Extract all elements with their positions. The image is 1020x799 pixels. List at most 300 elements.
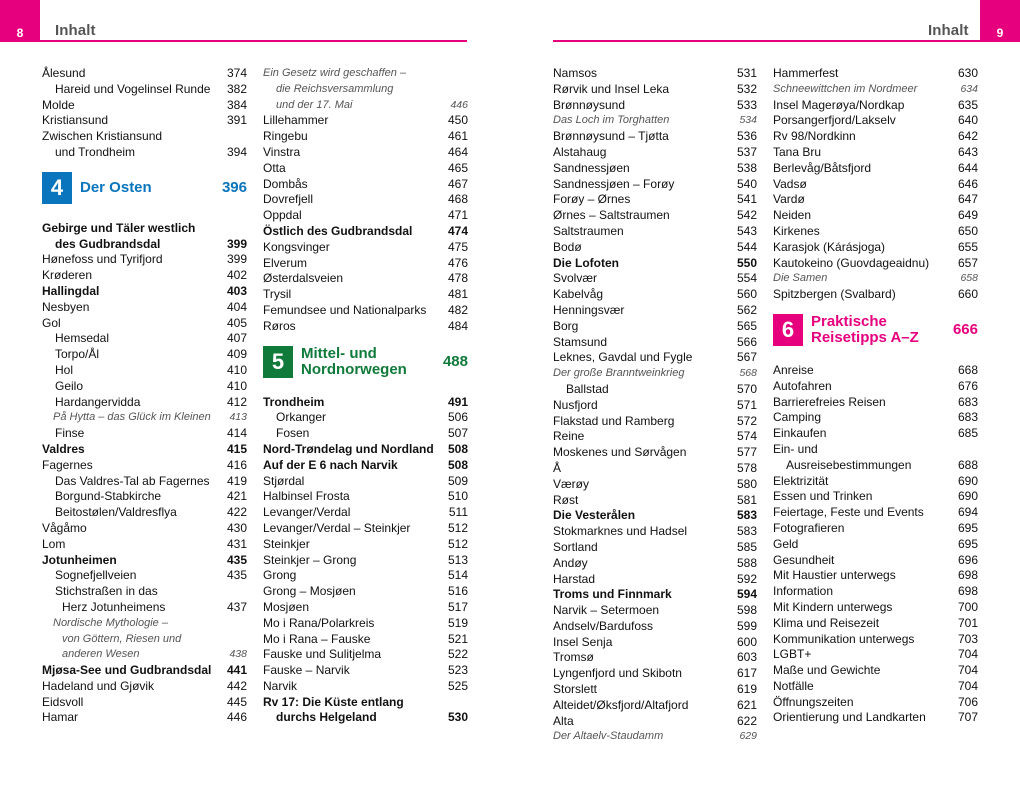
toc-entry[interactable] [263,505,468,521]
toc-entry-title: Einkaufen [773,426,827,441]
toc-entry-page: 475 [447,239,468,254]
toc-entry[interactable] [263,113,468,129]
toc-entry-title: Hardangervidda [55,394,141,409]
toc-entry-page: 704 [957,663,978,678]
toc-entry-page: 544 [736,239,757,254]
toc-entry[interactable] [773,632,978,648]
toc-entry[interactable] [773,537,978,553]
toc-entry-page: 467 [447,176,468,191]
toc-entry[interactable] [773,363,978,379]
toc-entry-page: 554 [736,271,757,286]
toc-entry[interactable] [42,710,247,726]
toc-entry-page: 571 [736,397,757,412]
toc-entry[interactable] [773,710,978,726]
toc-entry-page: 407 [226,331,247,346]
toc-entry-title: Stokmarknes und Hadsel [553,524,688,539]
toc-entry[interactable] [42,489,247,505]
toc-entry-title: Torpo/Ål [55,347,100,362]
toc-entry[interactable] [42,584,247,600]
toc-entry-title: Moskenes und Sørvågen [553,445,687,460]
toc-entry-title: Maße und Gewichte [773,663,881,678]
toc-entry-page: 668 [957,362,978,377]
toc-entry-page: 481 [447,287,468,302]
toc-entry-page: 512 [447,536,468,551]
toc-entry[interactable] [263,66,468,82]
toc-entry-page: 603 [736,650,757,665]
toc-entry[interactable] [263,426,468,442]
toc-entry[interactable] [553,398,757,414]
toc-entry-page: 409 [226,347,247,362]
toc-entry-title: Harstad [553,571,596,586]
toc-entry[interactable] [42,252,247,268]
toc-entry[interactable] [553,335,757,351]
toc-entry-page: 394 [226,144,247,159]
toc-entry[interactable] [263,679,468,695]
toc-entry-page: 536 [736,129,757,144]
toc-entry[interactable] [263,489,468,505]
toc-entry[interactable] [553,113,757,129]
toc-entry-page: 566 [736,334,757,349]
toc-entry-title: Mo i Rana/Polarkreis [263,615,375,630]
toc-entry[interactable] [553,161,757,177]
toc-entry[interactable] [263,287,468,303]
toc-entry-title: Levanger/Verdal [263,505,351,520]
toc-entry[interactable] [263,710,468,726]
toc-entry[interactable] [42,632,247,648]
toc-entry[interactable] [553,303,757,319]
toc-entry-page: 629 [739,730,757,743]
toc-entry[interactable] [553,729,757,745]
toc-entry-page: 621 [736,697,757,712]
toc-entry[interactable] [773,113,978,129]
toc-entry-page: 706 [957,694,978,709]
toc-entry[interactable] [773,287,978,303]
toc-entry[interactable] [773,584,978,600]
toc-entry-title: Hareid und Vogelinsel Runde [55,81,211,96]
toc-entry-page: 450 [447,113,468,128]
toc-entry-title: Fagernes [42,457,93,472]
toc-entry[interactable] [263,271,468,287]
toc-entry-page: 658 [960,272,978,285]
toc-entry[interactable] [553,619,757,635]
toc-entry[interactable] [42,284,247,300]
toc-entry[interactable] [263,410,468,426]
toc-entry[interactable] [42,66,247,82]
toc-entry-title: Forøy – Ørnes [553,192,631,207]
toc-entry-page: 530 [447,710,468,725]
toc-entry[interactable] [263,129,468,145]
toc-entry[interactable] [42,410,247,426]
toc-entry[interactable] [773,410,978,426]
toc-entry[interactable] [263,521,468,537]
toc-entry[interactable] [553,556,757,572]
toc-entry-title: Öffnungszeiten [773,694,854,709]
toc-entry-page: 577 [736,445,757,460]
toc-entry-title: Sognefjellveien [55,568,137,583]
toc-entry-page: 507 [447,426,468,441]
toc-entry-page: 594 [736,587,757,602]
toc-entry-title: Levanger/Verdal – Steinkjer [263,520,411,535]
toc-entry[interactable] [263,240,468,256]
toc-entry[interactable] [553,82,757,98]
toc-entry-page: 592 [736,571,757,586]
toc-entry[interactable] [773,647,978,663]
toc-entry-title: Leknes, Gavdal und Fygle [553,350,693,365]
toc-entry[interactable] [773,161,978,177]
toc-entry[interactable] [773,521,978,537]
toc-entry[interactable] [773,192,978,208]
toc-entry-title: Oppdal [263,208,302,223]
toc-entry-title: Halbinsel Frosta [263,489,350,504]
toc-entry-page: 703 [957,631,978,646]
toc-entry[interactable] [773,663,978,679]
toc-entry[interactable] [773,616,978,632]
toc-entry-page: 404 [226,299,247,314]
toc-entry[interactable] [553,98,757,114]
toc-entry-page: 617 [736,666,757,681]
toc-entry[interactable] [773,458,978,474]
toc-entry-title: Grong – Mosjøen [263,584,356,599]
toc-entry-page: 644 [957,160,978,175]
toc-entry[interactable] [42,647,247,663]
toc-entry-title: Zwischen Kristiansund [42,129,163,144]
toc-entry-title: Henningsvær [553,302,625,317]
toc-entry[interactable] [553,129,757,145]
toc-entry[interactable] [42,98,247,114]
toc-entry-title: die Reichsversammlung [276,82,394,95]
toc-entry-page: 471 [447,208,468,223]
toc-entry[interactable] [263,82,468,98]
toc-entry[interactable] [773,679,978,695]
toc-entry-title: Østerdalsveien [263,271,344,286]
toc-entry[interactable] [553,603,757,619]
toc-entry-page: 581 [736,492,757,507]
toc-entry[interactable] [263,537,468,553]
toc-entry[interactable] [42,237,247,253]
toc-entry-title: Tromsø [553,650,594,665]
toc-entry[interactable] [553,256,757,272]
toc-entry[interactable] [773,442,978,458]
toc-entry-title: Gebirge und Täler westlich [42,220,196,235]
toc-entry-title: Hallingdal [42,283,100,298]
toc-entry-page: 683 [957,410,978,425]
toc-entry-title: Hamar [42,710,79,725]
toc-entry[interactable] [263,695,468,711]
toc-entry-page: 688 [957,457,978,472]
chapter-heading [42,171,247,205]
toc-entry[interactable] [263,224,468,240]
toc-entry[interactable] [773,66,978,82]
toc-entry[interactable] [553,414,757,430]
toc-entry-page: 525 [447,678,468,693]
toc-entry[interactable] [553,698,757,714]
toc-entry-page: 695 [957,520,978,535]
toc-entry-title: LGBT+ [773,647,812,662]
toc-entry[interactable] [263,458,468,474]
toc-entry-title: Borgund-Stabkirche [55,489,162,504]
toc-entry-page: 422 [226,505,247,520]
toc-entry-page: 647 [957,192,978,207]
toc-entry[interactable] [773,177,978,193]
toc-entry[interactable] [263,632,468,648]
toc-entry[interactable] [553,145,757,161]
toc-entry-title: Gesundheit [773,552,835,567]
toc-entry-page: 482 [447,302,468,317]
toc-entry[interactable] [773,271,978,287]
toc-entry-page: 421 [226,489,247,504]
toc-entry-page: 570 [736,381,757,396]
toc-entry-page: 676 [957,378,978,393]
toc-entry-title: Insel Senja [553,634,613,649]
toc-entry[interactable] [553,635,757,651]
toc-entry-title: Brønnøysund [553,97,626,112]
toc-entry-title: Ballstad [566,381,609,396]
toc-entry[interactable] [553,287,757,303]
toc-entry[interactable] [773,600,978,616]
toc-entry[interactable] [42,145,247,161]
toc-entry[interactable] [42,553,247,569]
toc-entry-title: Beitostølen/Valdresflya [55,505,177,520]
toc-entry[interactable] [263,600,468,616]
toc-entry-page: 521 [447,631,468,646]
toc-entry[interactable] [553,177,757,193]
toc-entry[interactable] [773,395,978,411]
toc-entry-page: 414 [226,426,247,441]
toc-entry[interactable] [263,568,468,584]
toc-entry[interactable] [773,82,978,98]
toc-entry[interactable] [553,682,757,698]
toc-entry-title: Nordische Mythologie – [53,616,168,629]
toc-entry[interactable] [263,192,468,208]
toc-entry[interactable] [42,679,247,695]
toc-entry[interactable] [263,256,468,272]
toc-entry[interactable] [773,240,978,256]
toc-entry[interactable] [553,666,757,682]
toc-entry-page: 508 [447,441,468,456]
toc-entry-page: 640 [957,113,978,128]
toc-entry-page: 399 [226,236,247,251]
toc-entry[interactable] [42,347,247,363]
toc-entry-title: Brønnøysund – Tjøtta [553,129,669,144]
toc-entry-page: 476 [447,255,468,270]
toc-entry[interactable] [773,426,978,442]
toc-entry-title: anderen Wesen [62,648,140,661]
toc-entry-title: Nord-Trøndelag und Nordland [263,441,434,456]
toc-entry[interactable] [553,319,757,335]
toc-entry-title: Kautokeino (Guovdageaidnu) [773,255,930,270]
toc-entry[interactable] [263,208,468,224]
toc-entry-title: Alteidet/Øksfjord/Altafjord [553,697,689,712]
toc-entry[interactable] [42,268,247,284]
toc-entry-page: 683 [957,394,978,409]
toc-entry[interactable] [553,208,757,224]
toc-entry[interactable] [42,616,247,632]
toc-entry[interactable] [42,300,247,316]
toc-entry[interactable] [773,145,978,161]
toc-entry-title: Grong [263,568,297,583]
toc-entry-title: På Hytta – das Glück im Kleinen [53,411,211,424]
toc-entry[interactable] [42,458,247,474]
toc-entry-title: Kabelvåg [553,287,604,302]
toc-entry-page: 540 [736,176,757,191]
toc-entry-page: 441 [226,663,247,678]
toc-entry-page: 574 [736,429,757,444]
toc-entry[interactable] [553,477,757,493]
toc-entry[interactable] [553,587,757,603]
toc-column-3 [553,66,757,745]
toc-entry-page: 431 [226,536,247,551]
toc-entry[interactable] [773,379,978,395]
toc-entry-title: Sortland [553,539,598,554]
toc-entry-page: 416 [226,457,247,472]
toc-entry[interactable] [553,66,757,82]
toc-entry-page: 517 [447,599,468,614]
toc-entry[interactable] [42,113,247,129]
toc-entry[interactable] [42,221,247,237]
toc-entry[interactable] [42,521,247,537]
toc-entry[interactable] [553,572,757,588]
toc-entry[interactable] [553,461,757,477]
left-page-number: 8 [0,0,40,42]
toc-entry[interactable] [553,524,757,540]
toc-entry-title: Östlich des Gudbrandsdal [263,223,413,238]
toc-entry[interactable] [263,145,468,161]
toc-entry[interactable] [773,568,978,584]
toc-entry-page: 508 [447,457,468,472]
toc-entry-title: des Gudbrandsdal [55,236,161,251]
toc-entry-page: 516 [447,584,468,599]
toc-entry[interactable] [263,442,468,458]
toc-entry-page: 534 [739,114,757,127]
toc-entry-page: 410 [226,378,247,393]
toc-entry-page: 412 [226,394,247,409]
toc-entry-title: Sandnessjøen [553,160,630,175]
toc-entry-page: 543 [736,223,757,238]
toc-entry-title: Alta [553,713,574,728]
toc-entry-page: 655 [957,239,978,254]
toc-entry[interactable] [263,319,468,335]
toc-entry[interactable] [42,537,247,553]
toc-entry-page: 704 [957,647,978,662]
toc-entry-page: 660 [957,287,978,302]
toc-entry-title: Femundsee und Nationalparks [263,302,427,317]
toc-entry[interactable] [42,316,247,332]
toc-entry[interactable] [42,442,247,458]
toc-entry[interactable] [263,303,468,319]
toc-entry-title: Mjøsa-See und Gudbrandsdal [42,663,212,678]
toc-entry[interactable] [42,395,247,411]
toc-entry-page: 523 [447,663,468,678]
toc-entry-title: Lom [42,536,66,551]
toc-entry[interactable] [773,256,978,272]
toc-entry[interactable] [42,568,247,584]
toc-entry[interactable] [553,240,757,256]
toc-entry-page: 419 [226,473,247,488]
toc-entry[interactable] [42,82,247,98]
toc-entry[interactable] [773,208,978,224]
toc-entry[interactable] [553,714,757,730]
toc-entry[interactable] [773,98,978,114]
toc-entry-page: 694 [957,505,978,520]
toc-entry[interactable] [42,331,247,347]
toc-entry[interactable] [42,474,247,490]
toc-entry[interactable] [553,382,757,398]
toc-entry-title: Elektrizität [773,473,829,488]
toc-entry-title: Saltstraumen [553,223,624,238]
toc-entry-title: Orientierung und Landkarten [773,710,926,725]
toc-entry-title: Flakstad und Ramberg [553,413,675,428]
toc-entry[interactable] [553,540,757,556]
toc-entry[interactable] [553,429,757,445]
toc-entry[interactable] [263,647,468,663]
toc-entry[interactable] [263,98,468,114]
toc-entry[interactable] [553,650,757,666]
toc-entry-title: Fauske – Narvik [263,663,350,678]
toc-entry[interactable] [773,474,978,490]
toc-entry[interactable] [553,366,757,382]
toc-entry[interactable] [42,426,247,442]
toc-entry[interactable] [263,161,468,177]
toc-entry[interactable] [263,177,468,193]
toc-entry[interactable] [553,508,757,524]
toc-entry[interactable] [553,224,757,240]
toc-entry-title: Feiertage, Feste und Events [773,505,924,520]
toc-entry-page: 701 [957,615,978,630]
toc-entry[interactable] [553,350,757,366]
toc-entry-title: Gol [42,315,61,330]
toc-entry-page: 704 [957,678,978,693]
toc-entry-title: Å [553,460,562,475]
toc-entry[interactable] [773,553,978,569]
toc-entry-title: Lyngenfjord und Skibotn [553,666,682,681]
toc-entry[interactable] [42,695,247,711]
toc-entry-title: Hemsedal [55,331,110,346]
toc-entry[interactable] [263,663,468,679]
toc-entry[interactable] [773,695,978,711]
toc-entry[interactable] [263,395,468,411]
toc-entry[interactable] [42,600,247,616]
toc-entry[interactable] [42,505,247,521]
toc-entry[interactable] [553,445,757,461]
toc-entry[interactable] [263,616,468,632]
toc-entry[interactable] [263,553,468,569]
toc-entry[interactable] [42,363,247,379]
toc-entry-title: Kommunikation unterwegs [773,631,915,646]
toc-entry[interactable] [263,474,468,490]
toc-entry-page: 509 [447,473,468,488]
toc-entry[interactable] [773,489,978,505]
toc-entry[interactable] [773,224,978,240]
toc-entry[interactable] [42,129,247,145]
toc-entry-title: Herz Jotunheimens [62,599,166,614]
toc-entry[interactable] [773,129,978,145]
toc-entry[interactable] [42,663,247,679]
toc-entry-title: Barrierefreies Reisen [773,394,886,409]
toc-entry-page: 519 [447,615,468,630]
toc-entry-title: Vågåmo [42,520,87,535]
toc-entry[interactable] [553,192,757,208]
toc-entry[interactable] [553,493,757,509]
chapter-number-box: 5 [263,346,293,378]
toc-entry[interactable] [263,584,468,600]
chapter-heading [263,345,468,379]
toc-entry-page: 464 [447,144,468,159]
toc-entry-page: 572 [736,413,757,428]
toc-entry[interactable] [773,505,978,521]
toc-entry[interactable] [553,271,757,287]
toc-entry[interactable] [42,379,247,395]
chapter-page: 488 [442,353,468,371]
